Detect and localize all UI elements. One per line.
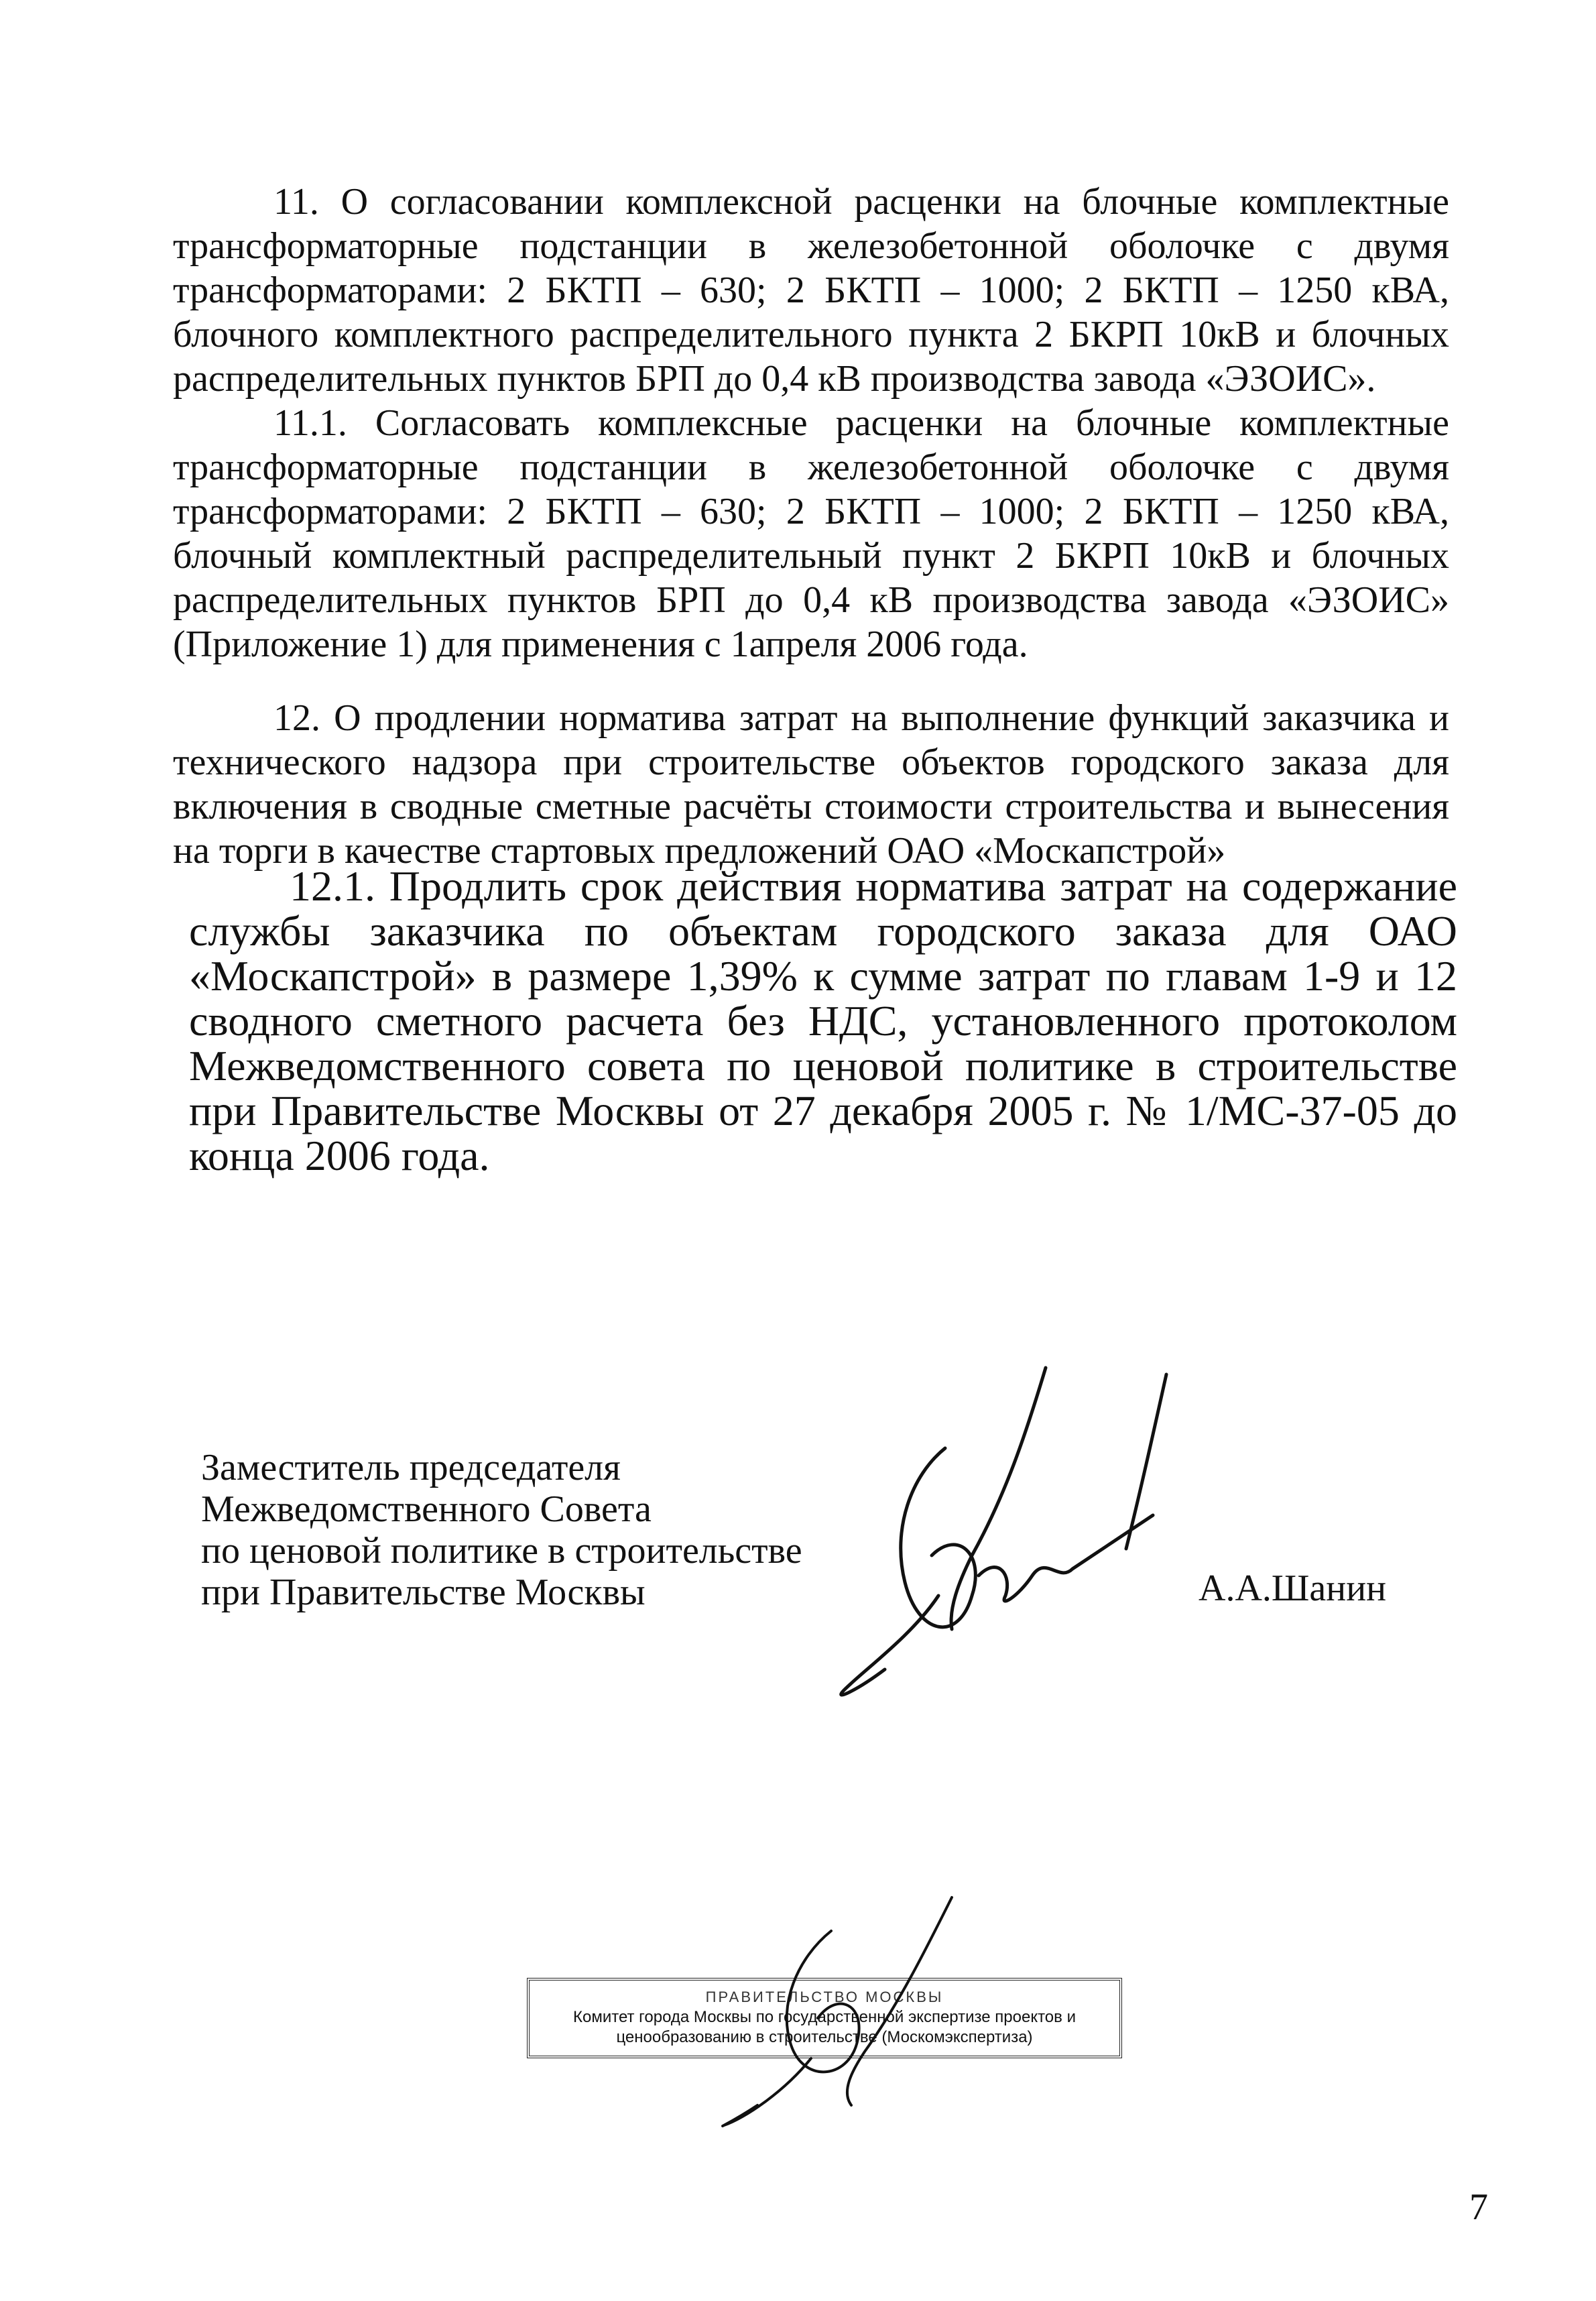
signer-title-block — [201, 1447, 802, 1613]
handwritten-signature — [804, 1354, 1220, 1703]
paragraph-12: 12. О продлении норматива затрат на выполнение функций заказчика и технического надзора при строительстве объектов городского заказа для включения в сводные сметные расчёты стоимости строительства и вынесения на торги в качестве стартовых предложений ОАО «Москапстрой» — [173, 697, 1449, 872]
stamp-text-line: Комитет города Москвы по государственной экспертизе проектов и — [573, 2008, 1076, 2026]
stamp-signature — [697, 1891, 992, 2132]
stamp-header: ПРАВИТЕЛЬСТВО МОСКВЫ — [705, 1989, 944, 2005]
paragraph-12-1: 12.1. Продлить срок действия норматива затрат на содержание службы заказчика по объектам городского заказа для ОАО «Москапстрой» в размере 1,39% к сумме затрат по главам 1-9 и 12 сводного сметного расчета без НДС, установленного протоколом Межведомственного совета по ценовой политике в строительстве при Правительстве Москвы от 27 декабря 2005 г. № 1/МС-37-05 до конца 2006 года. — [189, 862, 1457, 1179]
signer-title-line: при Правительстве Москвы — [201, 1572, 646, 1613]
paragraph-11-1: 11.1. Согласовать комплексные расценки на блочные комплектные трансформаторные подстанции в железобетонной оболочке с двумя трансформаторами: 2 БКТП – 630; 2 БКТП – 1000; 2 БКТП – 1250 кВА, блочный комплектный распределительный пункт 2 БКРП 10кВ и блочных распределительных пунктов БРП до 0,4 кВ производства завода «ЭЗОИС» (Приложение 1) для применения с 1апреля 2006 года. — [173, 402, 1449, 665]
stamp-text-line: ценообразованию в строительстве (Москомэкспертиза) — [616, 2028, 1033, 2046]
signer-title-line: по ценовой политике в строительстве — [201, 1530, 802, 1572]
signer-name: А.А.Шанин — [1199, 1568, 1387, 1609]
signer-title-line: Межведомственного Совета — [201, 1488, 652, 1530]
paragraph-11: 11. О согласовании комплексной расценки на блочные комплектные трансформаторные подстанции в железобетонной оболочке с двумя трансформаторами: 2 БКТП – 630; 2 БКТП – 1000; 2 БКТП – 1250 кВА, блочного комплектного распределительного пункта 2 БКРП 10кВ и блочных распределительных пунктов БРП до 0,4 кВ производства завода «ЭЗОИС». — [173, 181, 1449, 400]
signer-title-line: Заместитель председателя — [201, 1447, 621, 1488]
page-number: 7 — [1469, 2186, 1488, 2228]
